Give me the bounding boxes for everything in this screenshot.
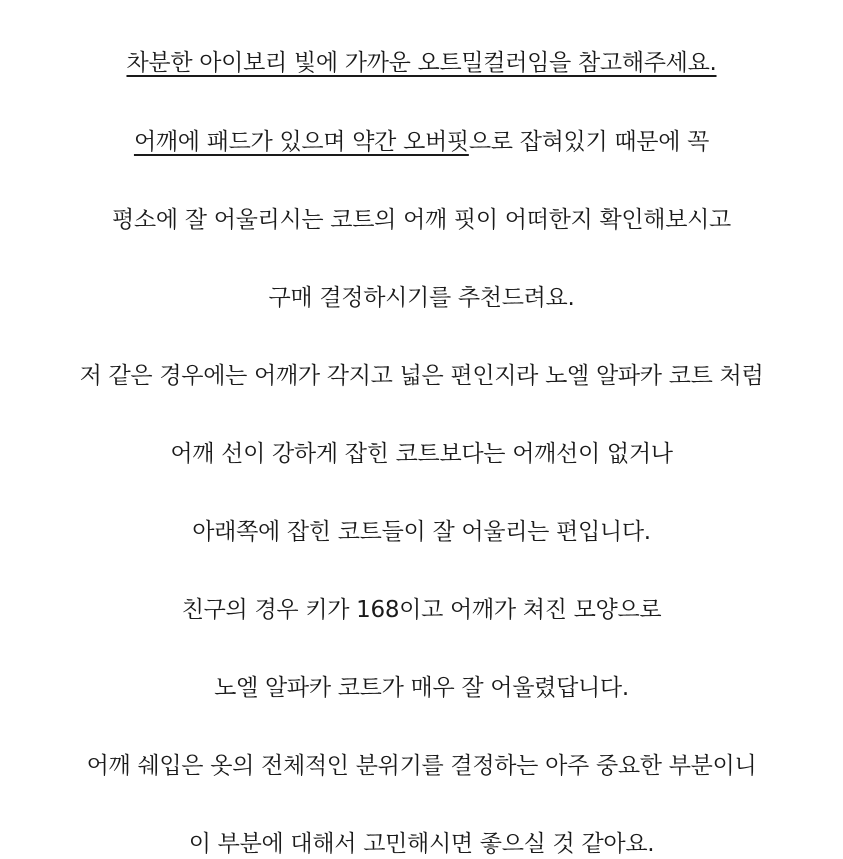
text-line-shoulder-pad	[0, 127, 843, 157]
text-line-friend-case: 친구의 경우 키가 168이고 어깨가 쳐진 모양으로	[181, 597, 662, 623]
text-line-friend-result: 노엘 알파카 코트가 매우 잘 어울렸답니다.	[214, 675, 629, 701]
underlined-phrase: 어깨에 패드가 있으며 약간 오버핏	[133, 129, 469, 155]
text-line-shoulder-line: 어깨 선이 강하게 잡힌 코트보다는 어깨선이 없거나	[170, 441, 673, 467]
text-line-suits-lower: 아래쪽에 잡힌 코트들이 잘 어울리는 편입니다.	[192, 519, 651, 545]
text-line-shape-importance: 어깨 쉐입은 옷의 전체적인 분위기를 결정하는 아주 중요한 부분이니	[86, 753, 757, 779]
text-line-personal-case: 저 같은 경우에는 어깨가 각지고 넓은 편인지라 노엘 알파카 코트 처럼	[79, 363, 764, 389]
text-line-color-note: 차분한 아이보리 빛에 가까운 오트밀컬러임을 참고해주세요.	[126, 50, 717, 76]
text-line-closing: 이 부분에 대해서 고민해시면 좋으실 것 같아요.	[188, 831, 655, 857]
text-line-recommendation: 구매 결정하시기를 추천드려요.	[268, 285, 575, 311]
text-line-shoulder-pad-rest: 으로 잡혀있기 때문에 꼭	[468, 129, 710, 155]
text-line-fit-check: 평소에 잘 어울리시는 코트의 어깨 핏이 어떠한지 확인해보시고	[112, 207, 731, 233]
